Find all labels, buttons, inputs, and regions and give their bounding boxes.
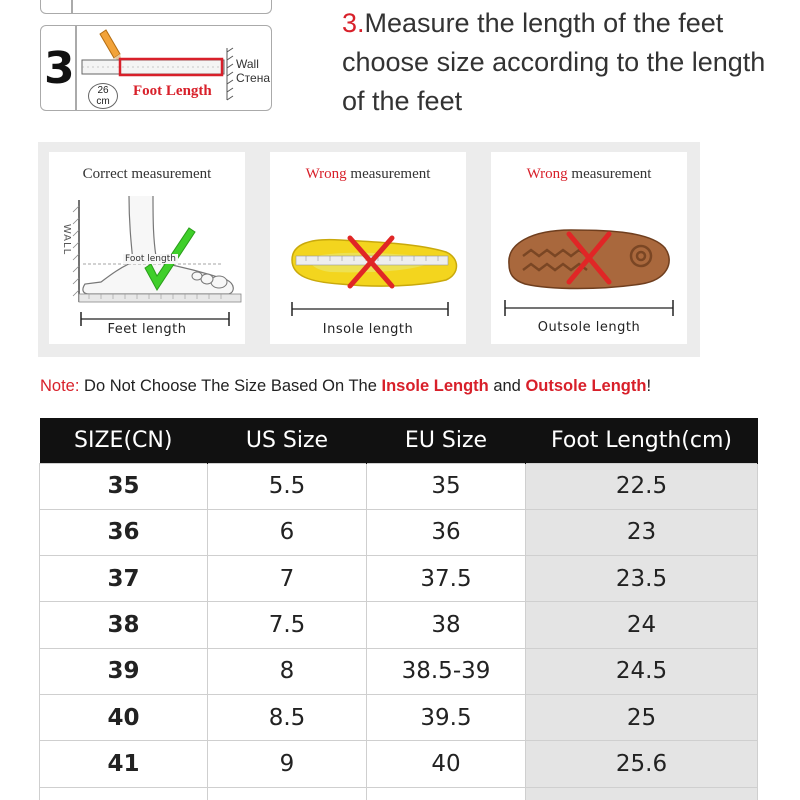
size-note: Note: Do Not Choose The Size Based On The Insole Length and Outsole Length! (40, 377, 652, 395)
cell-eu-size: 39.5 (367, 694, 526, 740)
table-row (40, 694, 758, 740)
cell-eu-size: 38.5-39 (367, 648, 526, 694)
cell-size-cn: 38 (40, 602, 208, 648)
table-row (40, 463, 758, 509)
cell-us-size: 8 (208, 648, 367, 694)
inner-foot-length-label: Foot length (125, 254, 176, 264)
cell-eu-size: 36 (367, 509, 526, 555)
cell-size-cn: 37 (40, 556, 208, 602)
cell-eu-size: 37.5 (367, 556, 526, 602)
outsole-illustration (491, 152, 687, 344)
step-divider (75, 26, 77, 110)
table-row (40, 648, 758, 694)
cell-eu-size: 38 (367, 602, 526, 648)
card-title: Wrong measurement (526, 166, 652, 182)
cell-us-size: 6 (208, 509, 367, 555)
wall-hatch-icon (227, 48, 233, 100)
card-title: Correct measurement (82, 166, 212, 182)
cell-us-size (208, 787, 367, 800)
instruction-text: Measure the length of the feet choose size according to the length of the feet (342, 8, 766, 116)
table-row (40, 787, 758, 800)
cell-us-size: 7 (208, 556, 367, 602)
outsole-length-emphasis: Outsole Length (525, 377, 647, 395)
table-row (40, 602, 758, 648)
cell-foot-length (526, 787, 758, 800)
table-row (40, 556, 758, 602)
pencil-icon (100, 30, 122, 62)
card-title: Wrong measurement (305, 166, 431, 182)
cell-size-cn: 35 (40, 463, 208, 509)
card-caption: Outsole length (527, 320, 651, 335)
cell-foot-length: 22.5 (526, 463, 758, 509)
header-size-cn: SIZE(CN) (40, 418, 208, 463)
cell-us-size: 8.5 (208, 694, 367, 740)
table-row (40, 509, 758, 555)
cell-us-size: 7.5 (208, 602, 367, 648)
table-row (40, 741, 758, 787)
header-us-size: US Size (208, 418, 367, 463)
cell-us-size: 5.5 (208, 463, 367, 509)
cell-eu-size (367, 787, 526, 800)
previous-step-box (40, 0, 272, 14)
step-instruction (342, 4, 792, 121)
insole-length-emphasis: Insole Length (381, 377, 489, 395)
wall-label: Wall Стена (236, 57, 271, 85)
cell-foot-length: 24 (526, 602, 758, 648)
instruction-number: 3. (342, 8, 365, 38)
foot-on-ruler-illustration (49, 152, 245, 344)
cell-us-size: 9 (208, 741, 367, 787)
insole-measurement-card (270, 152, 466, 344)
table-header-row (40, 418, 758, 463)
cell-foot-length: 24.5 (526, 648, 758, 694)
centimeter-badge: 26 cm (88, 83, 118, 109)
outsole-measurement-card (491, 152, 687, 344)
size-chart-table (39, 418, 758, 800)
insole-illustration (270, 152, 466, 344)
cell-foot-length: 23 (526, 509, 758, 555)
cell-size-cn: 40 (40, 694, 208, 740)
cell-size-cn: 41 (40, 741, 208, 787)
cell-foot-length: 23.5 (526, 556, 758, 602)
cell-size-cn (40, 787, 208, 800)
card-caption: Insole length (322, 322, 414, 337)
cell-foot-length: 25.6 (526, 741, 758, 787)
cell-size-cn: 36 (40, 509, 208, 555)
wall-vertical-label: WALL (61, 223, 73, 256)
step-number: 3 (44, 43, 75, 94)
header-foot-length: Foot Length(cm) (526, 418, 758, 463)
cell-eu-size: 40 (367, 741, 526, 787)
card-caption: Feet length (87, 322, 207, 337)
cell-eu-size: 35 (367, 463, 526, 509)
cell-size-cn: 39 (40, 648, 208, 694)
header-eu-size: EU Size (367, 418, 526, 463)
cell-foot-length: 25 (526, 694, 758, 740)
foot-length-label: Foot Length (133, 83, 212, 99)
correct-measurement-card (49, 152, 245, 344)
